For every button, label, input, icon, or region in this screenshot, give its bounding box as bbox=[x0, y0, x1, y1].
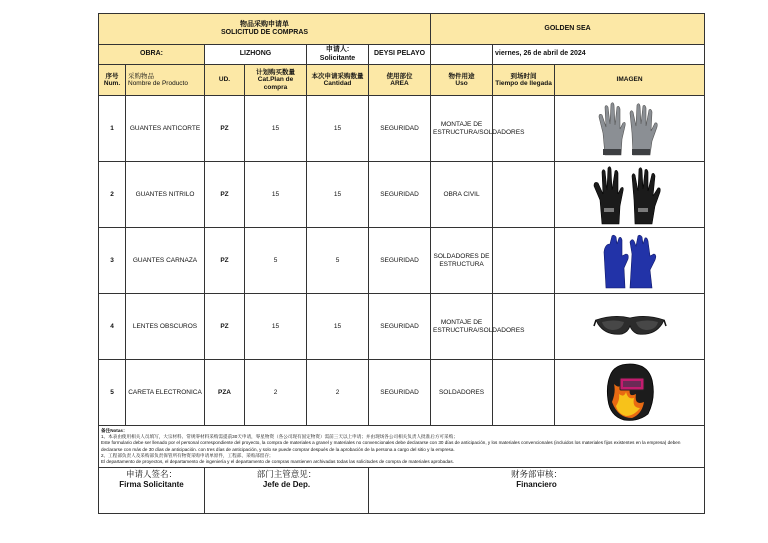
col-unit: UD. bbox=[205, 65, 245, 96]
title-row bbox=[99, 14, 705, 45]
row-product-name: GUANTES CARNAZA bbox=[126, 228, 205, 294]
row-arrival-time bbox=[493, 360, 555, 426]
signature-financiero bbox=[369, 468, 705, 514]
signature-jefe bbox=[205, 468, 369, 514]
row-qty: 15 bbox=[307, 96, 369, 162]
col-use-es: Uso bbox=[455, 80, 468, 87]
signature-financiero-cn: 财务部审核： bbox=[511, 469, 563, 480]
row-qty: 5 bbox=[307, 228, 369, 294]
signature-solicitante-es: Firma Solicitante bbox=[119, 479, 184, 489]
obra-label: OBRA: bbox=[99, 45, 205, 65]
row-num: 3 bbox=[99, 228, 126, 294]
table-row bbox=[99, 162, 705, 228]
signature-financiero-es: Financiero bbox=[516, 479, 557, 489]
obra-value: LIZHONG bbox=[205, 45, 307, 65]
signature-row bbox=[99, 468, 705, 514]
row-num: 1 bbox=[99, 96, 126, 162]
safety-glasses-icon bbox=[594, 310, 666, 344]
col-qty-es: Cantidad bbox=[323, 80, 352, 87]
row-product-name: GUANTES NITRILO bbox=[126, 162, 205, 228]
solicitante-label-cn: 申请人: bbox=[325, 46, 350, 54]
row-num: 4 bbox=[99, 294, 126, 360]
col-time bbox=[493, 65, 555, 96]
col-use-cn: 物件用途 bbox=[448, 72, 475, 80]
company-name: GOLDEN SEA bbox=[431, 14, 705, 45]
col-num-cn: 序号 bbox=[105, 72, 119, 80]
form-title-es: SOLICITUD DE COMPRAS bbox=[220, 29, 309, 36]
notes-line-2: Este formulario debe ser llenado por el personal correspondiente del proyecto, la compra de materiales a granel y materiales no convencionales debe declararse con 30 días de anticipación, y los materiales convencionales (incluidos los materiales fijos existentes en la empresa) deben declararse con más de 30 días de anticipación. con tres días de anticipación, y solo se puede comprar después de la aprobación de la persona a cargo del sitio y la empresa. bbox=[101, 440, 681, 452]
black-nitrile-gloves-image bbox=[555, 162, 705, 228]
solicitante-label-es: Solicitante bbox=[319, 54, 356, 62]
blue-gloves-icon bbox=[600, 232, 660, 290]
column-header-row bbox=[99, 65, 705, 96]
col-qty-cn: 本次申请采购数量 bbox=[311, 72, 364, 80]
table-row bbox=[99, 96, 705, 162]
form-title-cn: 物品采购申请单 bbox=[240, 20, 290, 28]
signature-jefe-es: Jefe de Dep. bbox=[262, 479, 311, 489]
dark-safety-glasses-image bbox=[555, 294, 705, 360]
row-plan-qty: 15 bbox=[245, 162, 307, 228]
col-num bbox=[99, 65, 126, 96]
purchase-request-table bbox=[98, 13, 705, 514]
row-area: SEGURIDAD bbox=[369, 162, 431, 228]
col-plan bbox=[245, 65, 307, 96]
signature-solicitante bbox=[99, 468, 205, 514]
row-area: SEGURIDAD bbox=[369, 96, 431, 162]
notes-row bbox=[99, 426, 705, 468]
info-row bbox=[99, 45, 705, 65]
gray-cut-resistant-gloves-image bbox=[555, 96, 705, 162]
black-gloves-icon bbox=[590, 164, 670, 226]
table-row bbox=[99, 294, 705, 360]
col-time-cn: 到场时间 bbox=[510, 72, 537, 80]
row-unit: PZ bbox=[205, 294, 245, 360]
col-name bbox=[126, 65, 205, 96]
col-image: IMAGEN bbox=[555, 65, 705, 96]
row-area: SEGURIDAD bbox=[369, 228, 431, 294]
row-qty: 15 bbox=[307, 294, 369, 360]
row-product-name: CARETA ELECTRONICA bbox=[126, 360, 205, 426]
row-qty: 15 bbox=[307, 162, 369, 228]
info-empty-cell bbox=[431, 45, 493, 65]
form-title bbox=[99, 14, 431, 45]
notes-line-1: 1、本表由使用相关人员填写，大宗材料、常规零材料采购需提前30天申请，零星物资（各公司现有固定物资）需前三天以上申请；并由现场各公司相关负责人批准后方可采购； bbox=[101, 434, 458, 440]
row-plan-qty: 15 bbox=[245, 294, 307, 360]
notes-line-3: 2、工程部负责人及采购部负责保管所有物资采购申请单原件，工程部、采购部留存； bbox=[101, 452, 274, 458]
solicitante-value: DEYSI PELAYO bbox=[369, 45, 431, 65]
welding-helmet-icon bbox=[602, 362, 658, 424]
row-num: 5 bbox=[99, 360, 126, 426]
row-area: SEGURIDAD bbox=[369, 294, 431, 360]
col-num-es: Num. bbox=[103, 80, 121, 87]
gray-gloves-icon bbox=[595, 99, 665, 159]
col-qty bbox=[307, 65, 369, 96]
row-unit: PZ bbox=[205, 96, 245, 162]
purchase-request-sheet bbox=[98, 13, 704, 514]
col-name-cn: 采购物品 bbox=[128, 72, 154, 80]
row-arrival-time bbox=[493, 228, 555, 294]
row-unit: PZ bbox=[205, 162, 245, 228]
row-use: SOLDADORES bbox=[431, 360, 493, 426]
row-product-name: LENTES OBSCUROS bbox=[126, 294, 205, 360]
row-use: SOLDADORES DE ESTRUCTURA bbox=[431, 228, 493, 294]
row-plan-qty: 5 bbox=[245, 228, 307, 294]
col-plan-es: Cat.Plan de compra bbox=[257, 76, 294, 91]
col-area bbox=[369, 65, 431, 96]
blue-leather-gloves-image bbox=[555, 228, 705, 294]
row-num: 2 bbox=[99, 162, 126, 228]
row-unit: PZA bbox=[205, 360, 245, 426]
row-use: MONTAJE DE ESTRUCTURA/SOLDADORES bbox=[431, 96, 493, 162]
row-plan-qty: 2 bbox=[245, 360, 307, 426]
row-product-name: GUANTES ANTICORTE bbox=[126, 96, 205, 162]
col-area-es: AREA bbox=[390, 80, 409, 87]
table-row bbox=[99, 360, 705, 426]
row-qty: 2 bbox=[307, 360, 369, 426]
col-use bbox=[431, 65, 493, 96]
col-area-cn: 使用部位 bbox=[386, 72, 413, 80]
col-time-es: Tiempo de llegada bbox=[495, 80, 552, 87]
signature-solicitante-cn: 申请人签名： bbox=[125, 469, 177, 480]
row-use: MONTAJE DE ESTRUCTURA/SOLDADORES bbox=[431, 294, 493, 360]
notes-section bbox=[99, 426, 705, 468]
notes-line-4: El departamento de proyectos, el departamento de ingeniería y el departamento de compras mantienen archivadas todas las solicitudes de compra de materiales aprobadas. bbox=[101, 458, 454, 464]
notes-title: 备注Notas： bbox=[101, 428, 128, 433]
col-plan-cn: 计划购买数量 bbox=[256, 68, 295, 76]
flame-welding-helmet-image bbox=[555, 360, 705, 426]
row-arrival-time bbox=[493, 162, 555, 228]
row-plan-qty: 15 bbox=[245, 96, 307, 162]
row-area: SEGURIDAD bbox=[369, 360, 431, 426]
col-name-es: Nombre de Producto bbox=[128, 80, 188, 87]
row-use: OBRA CIVIL bbox=[431, 162, 493, 228]
signature-jefe-cn: 部门主管意见： bbox=[256, 469, 317, 480]
table-row bbox=[99, 228, 705, 294]
solicitante-label bbox=[307, 45, 369, 65]
request-date: viernes, 26 de abril de 2024 bbox=[493, 45, 705, 65]
row-unit: PZ bbox=[205, 228, 245, 294]
